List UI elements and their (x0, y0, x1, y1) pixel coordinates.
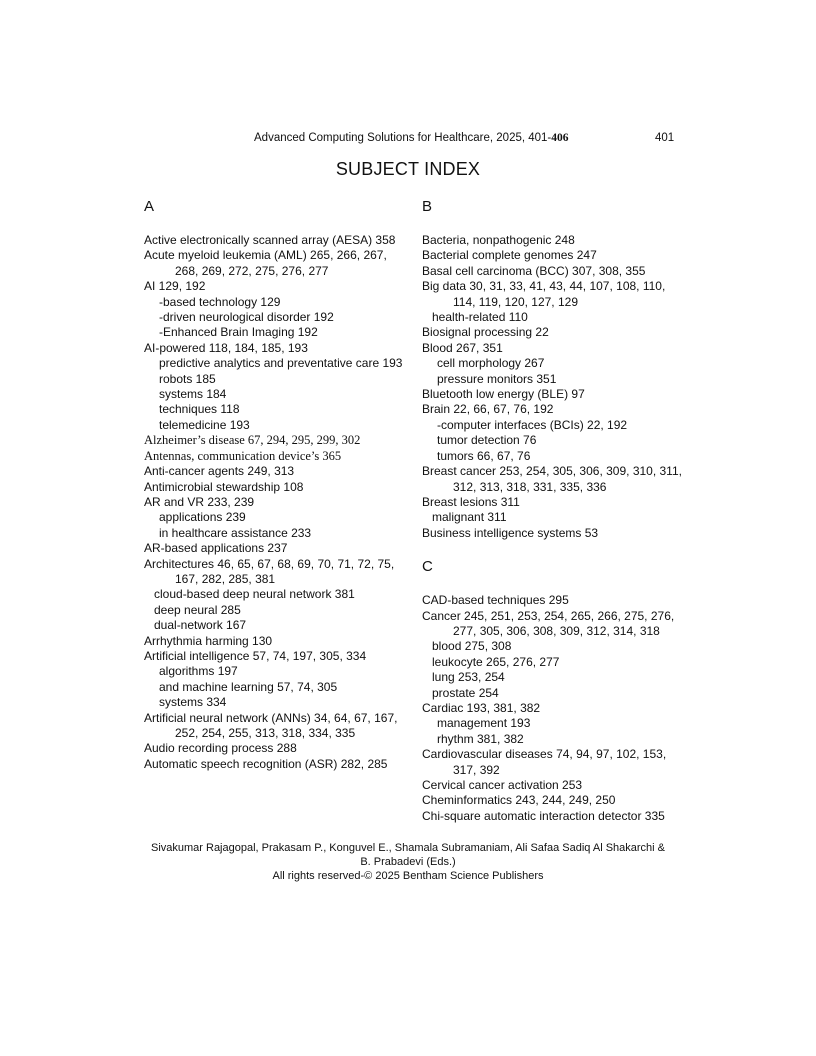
index-subterm: deep neural 285 (154, 602, 241, 617)
footer-editors: Sivakumar Rajagopal, Prakasam P., Konguvel E., Shamala Subramaniam, Ali Safaa Sadiq Al Shakarchi & (150, 842, 666, 854)
index-term: Cheminformatics 243, 244, 249, 250 (422, 793, 616, 808)
index-subterm: management 193 (437, 716, 531, 731)
running-header (0, 132, 816, 148)
index-entry (422, 233, 687, 248)
index-subterm: telemedicine 193 (159, 417, 250, 432)
index-term: Acute myeloid leukemia (AML) 265, 266, 267, 268, 269, 272, 275, 276, 277 (144, 248, 387, 278)
index-entry (144, 449, 404, 464)
index-entry (144, 464, 404, 479)
index-term: Chi-square automatic interaction detector 335 (422, 808, 665, 823)
index-term: Big data 30, 31, 33, 41, 43, 44, 107, 108, 110, 114, 119, 120, 127, 129 (422, 279, 666, 309)
index-entry (144, 233, 404, 248)
index-term: Bacterial complete genomes 247 (422, 248, 597, 263)
index-subterm: dual-network 167 (154, 618, 247, 633)
index-entry (422, 264, 687, 279)
index-term: Breast lesions 311 (422, 494, 520, 509)
index-subterm: tumor detection 76 (437, 433, 537, 448)
index-term: Bacteria, nonpathogenic 248 (422, 233, 575, 247)
index-subterm: leukocyte 265, 276, 277 (432, 654, 560, 669)
index-term: Artificial neural network (ANNs) 34, 64, 67, 167, 252, 254, 255, 313, 318, 334, 335 (144, 710, 398, 740)
index-entry (144, 741, 404, 756)
index-entry (422, 809, 687, 824)
index-entry (422, 526, 687, 541)
index-subterm: -driven neurological disorder 192 (159, 310, 334, 325)
index-term: Blood 267, 351 (422, 340, 503, 355)
index-entry (422, 402, 687, 464)
index-subterm: -computer interfaces (BCIs) 22, 192 (437, 417, 628, 432)
index-entry (422, 593, 687, 608)
index-entry (144, 541, 404, 556)
index-entry (144, 649, 404, 711)
index-subterm: malignant 311 (432, 510, 507, 525)
index-subterm: applications 239 (159, 510, 246, 525)
index-term: Biosignal processing 22 (422, 325, 549, 340)
index-entry (422, 778, 687, 793)
index-term: Antennas, communication device’s 365 (144, 448, 342, 463)
index-term: Architectures 46, 65, 67, 68, 69, 70, 71, 72, 75, 167, 282, 285, 381 (144, 556, 395, 586)
index-subterm: algorithms 197 (159, 664, 238, 679)
index-term: Basal cell carcinoma (BCC) 307, 308, 355 (422, 263, 646, 278)
index-term: Bluetooth low energy (BLE) 97 (422, 387, 585, 402)
index-subterm: lung 253, 254 (432, 670, 505, 685)
index-entry (144, 757, 404, 772)
page-title: SUBJECT INDEX (335, 159, 481, 179)
index-subterm: systems 184 (159, 387, 227, 402)
index-column-left (144, 197, 404, 772)
index-subterm: systems 334 (159, 695, 227, 710)
index-entry (144, 341, 404, 433)
index-term: Cervical cancer activation 253 (422, 778, 583, 792)
index-entry (422, 495, 687, 526)
index-subterm: in healthcare assistance 233 (159, 525, 312, 540)
index-entry (422, 701, 687, 747)
index-subterm: predictive analytics and preventative care 193 (159, 356, 403, 371)
section-gap (422, 541, 687, 557)
section-letter-a: A (144, 198, 155, 215)
index-term: Brain 22, 66, 67, 76, 192 (422, 402, 554, 417)
page-number: 401 (655, 132, 675, 144)
index-subterm: health-related 110 (432, 310, 528, 325)
entries-a (144, 233, 404, 772)
index-entry (422, 793, 687, 808)
index-entry (422, 325, 687, 340)
index-term: CAD-based techniques 295 (422, 593, 569, 608)
index-term: Cardiac 193, 381, 382 (422, 700, 541, 715)
index-entry (422, 747, 687, 778)
index-entry (144, 480, 404, 495)
index-subterm: robots 185 (159, 371, 216, 386)
index-entry (144, 279, 404, 341)
index-entry (422, 387, 687, 402)
index-term: Antimicrobial stewardship 108 (144, 479, 304, 494)
index-term: Anti-cancer agents 249, 313 (144, 464, 295, 479)
index-subterm: rhythm 381, 382 (437, 731, 524, 746)
journal-citation (254, 132, 569, 144)
index-term: Cardiovascular diseases 74, 94, 97, 102, 153, 317, 392 (422, 747, 667, 777)
index-subterm: and machine learning 57, 74, 305 (159, 679, 338, 694)
index-term: Audio recording process 288 (144, 741, 297, 756)
index-entry (144, 557, 404, 634)
index-term: AR and VR 233, 239 (144, 494, 255, 509)
index-subterm: cell morphology 267 (437, 356, 545, 371)
index-entry (144, 248, 404, 279)
index-term: AI-powered 118, 184, 185, 193 (144, 340, 308, 355)
index-entry (422, 248, 687, 263)
index-entry (422, 341, 687, 387)
index-subterm: techniques 118 (159, 402, 240, 417)
footer-editors-cont: B. Prabadevi (Eds.) (360, 856, 456, 868)
entries-c (422, 593, 687, 824)
entries-b (422, 233, 687, 541)
section-letter-c: C (422, 558, 433, 576)
index-entry (422, 464, 687, 495)
index-entry (144, 495, 404, 541)
index-term: Breast cancer 253, 254, 305, 306, 309, 310, 311, 312, 313, 318, 331, 335, 336 (422, 464, 682, 494)
index-subterm: blood 275, 308 (432, 639, 512, 654)
journal-citation-text: Advanced Computing Solutions for Healthcare, 2025, 401- (254, 132, 552, 144)
index-subterm: prostate 254 (432, 685, 499, 700)
index-column-right (422, 197, 687, 824)
index-term: Alzheimer’s disease 67, 294, 295, 299, 302 (144, 433, 361, 448)
index-subterm: tumors 66, 67, 76 (437, 448, 531, 463)
index-entry (422, 279, 687, 325)
index-subterm: -Enhanced Brain Imaging 192 (159, 325, 318, 340)
index-term: Automatic speech recognition (ASR) 282, 285 (144, 756, 388, 771)
index-term: AR-based applications 237 (144, 541, 288, 556)
journal-citation-end-page: 406 (551, 132, 569, 144)
footer-copyright: All rights reserved-© 2025 Bentham Science Publishers (272, 870, 544, 882)
index-term: Arrhythmia harming 130 (144, 633, 273, 648)
index-term: Business intelligence systems 53 (422, 525, 599, 540)
index-term: Active electronically scanned array (AESA) 358 (144, 233, 396, 247)
index-term: Cancer 245, 251, 253, 254, 265, 266, 275, 276, 277, 305, 306, 308, 309, 312, 314, 318 (422, 608, 675, 638)
index-entry (144, 711, 404, 742)
index-subterm: cloud-based deep neural network 381 (154, 587, 355, 602)
index-subterm: -based technology 129 (159, 294, 281, 309)
page-footer (0, 841, 816, 883)
index-entry (422, 609, 687, 701)
index-term: Artificial intelligence 57, 74, 197, 305, 334 (144, 648, 367, 663)
index-subterm: pressure monitors 351 (437, 371, 557, 386)
index-entry (144, 433, 404, 448)
index-entry (144, 634, 404, 649)
index-term: AI 129, 192 (144, 279, 206, 294)
section-letter-b: B (422, 198, 433, 215)
